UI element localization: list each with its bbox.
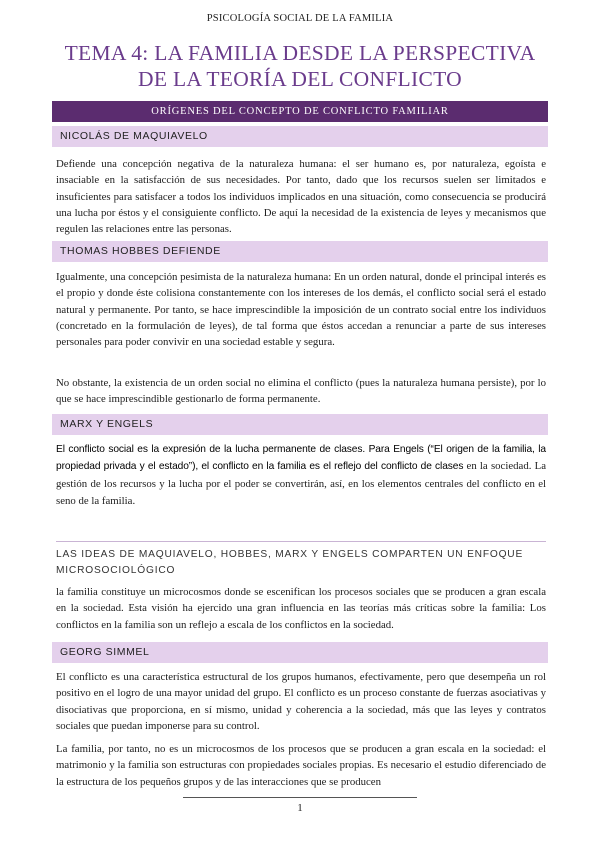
paragraph-enfoque-microsociologico: la familia constituye un microcosmos donde se escenifican los procesos sociales que se producen a gran escala en la sociedad. Esta visión ha ejercido una gran influencia en las teorías más críticas sobre la familia: Los conflictos en la familia son un reflejo a escala de los conflictos en la sociedad. [56,586,546,631]
page-title [40,40,560,92]
heading-hobbes: THOMAS HOBBES DEFIENDE [52,241,548,262]
paragraph-marx-engels-rest: en la sociedad. La gestión de los recursos y la lucha por el poder se convertirán, así, en los elementos centrales del conflicto en el seno de la familia. [56,460,547,507]
paragraph-hobbes-1: Igualmente, una concepción pesimista de la naturaleza humana: En un orden natural, donde el principal interés es el propio y donde éste colisiona constantemente con los intereses de los demás, el conflicto social será el estado natural y permanente. Por tanto, se hace imprescindible la imposición de un contrato social entre los individuos (concretado en la formulación de leyes), de tal forma que éstos accedan a renunciar a parte de sus intereses personales para poder convivir en una sociedad estable y segura. [56,271,546,349]
heading-simmel: GEORG SIMMEL [52,642,548,663]
paragraph-simmel-1: El conflicto es una característica estructural de los grupos humanos, efectivamente, pero que desempeña un rol positivo en el logro de una mayor unidad del grupo. El conflicto es un proceso constante de fuerzas asociativas y disociativas que proporciona, en sí mismo, unidad y coherencia a la sociedad, más que las leyes y contratos sociales que puedan imponerse para su control. [56,671,546,732]
paragraph-marx-engels-highlight: El conflicto social es la expresión de la lucha permanente de clases. Para Engels (“El origen de la familia, la propiedad privada y el estado”), el conflicto en la familia es el reflejo del conflicto de clases [56,444,546,473]
page-title-line-2: DE LA TEORÍA DEL CONFLICTO [138,67,462,91]
running-header: PSICOLOGÍA SOCIAL DE LA FAMILIA [206,13,394,24]
paragraph-simmel-2: La familia, por tanto, no es un microcosmos de los procesos que se producen a gran escala en la sociedad: el matrimonio y la familia son estructuras con propiedades sociales propias. Es necesario el estudio diferenciado de la estructura de los pequeños grupos y de las interacciones que se producen [56,743,546,788]
footer-divider [183,797,417,798]
paragraph-hobbes-2: No obstante, la existencia de un orden social no elimina el conflicto (pues la naturaleza humana persiste), por lo que se hace imprescindible gestionarlo de forma permanente. [56,377,546,406]
heading-marx-engels: MARX Y ENGELS [52,414,548,435]
paragraph-marx-engels [56,442,546,510]
paragraph-maquiavelo: Defiende una concepción negativa de la naturaleza humana: el ser humano es, por naturaleza, egoísta e insaciable en la satisfacción de sus necesidades. Por tanto, dado que los recursos suelen ser limitados e insuficientes para satisfacer a todos los individuos implicados en una situación, como consecuencia se producirá una lucha por éstos y el consiguiente conflicto. De aquí la necesidad de la existencia de leyes y mecanismos que regulen las relaciones entre las personas. [56,158,546,236]
heading-maquiavelo: NICOLÁS DE MAQUIAVELO [52,126,548,147]
page-title-line-1: TEMA 4: LA FAMILIA DESDE LA PERSPECTIVA [64,41,536,65]
section-banner: ORÍGENES DEL CONCEPTO DE CONFLICTO FAMILIAR [52,101,548,122]
page-number: 1 [297,802,303,814]
heading-enfoque-microsociologico: LAS IDEAS DE MAQUIAVELO, HOBBES, MARX Y ENGELS COMPARTEN UN ENFOQUE MICROSOCIOLÓGICO [56,541,546,579]
